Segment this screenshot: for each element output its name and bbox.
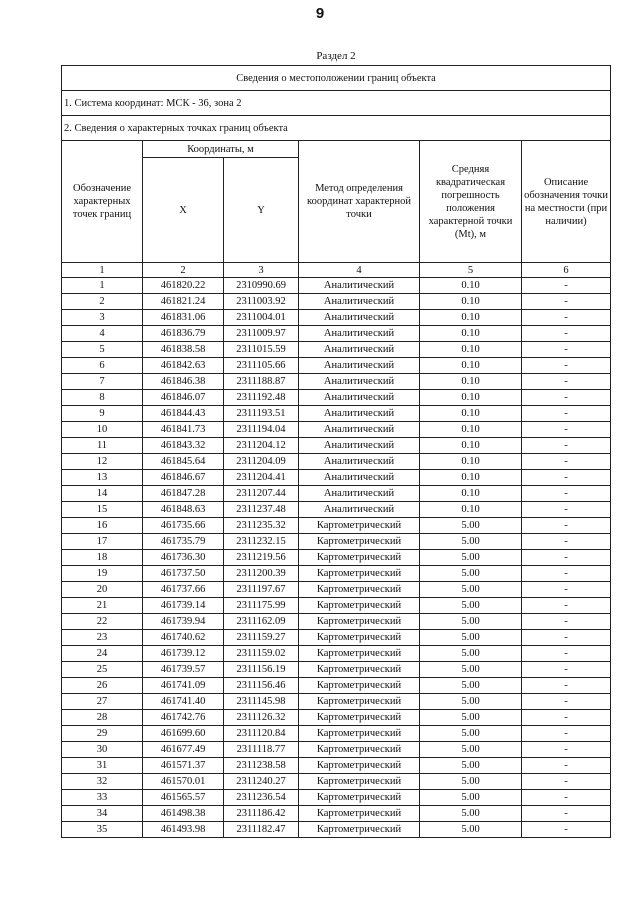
description-cell: -	[522, 694, 611, 710]
accuracy-cell: 5.00	[420, 694, 522, 710]
accuracy-cell: 5.00	[420, 534, 522, 550]
x-coordinate-cell: 461844.43	[143, 406, 224, 422]
accuracy-cell: 5.00	[420, 662, 522, 678]
point-number-cell: 8	[62, 390, 143, 406]
point-number-cell: 7	[62, 374, 143, 390]
point-number-cell: 16	[62, 518, 143, 534]
points-body	[62, 278, 611, 838]
x-coordinate-cell: 461846.07	[143, 390, 224, 406]
accuracy-cell: 0.10	[420, 422, 522, 438]
y-coordinate-cell: 2311194.04	[224, 422, 299, 438]
method-cell: Аналитический	[299, 326, 420, 342]
point-number-cell: 30	[62, 742, 143, 758]
point-number-cell: 19	[62, 566, 143, 582]
column-number: 4	[299, 263, 420, 278]
accuracy-cell: 0.10	[420, 406, 522, 422]
point-number-cell: 1	[62, 278, 143, 294]
method-cell: Картометрический	[299, 678, 420, 694]
x-coordinate-cell: 461847.28	[143, 486, 224, 502]
x-coordinate-cell: 461735.79	[143, 534, 224, 550]
x-coordinate-cell: 461736.30	[143, 550, 224, 566]
x-coordinate-cell: 461842.63	[143, 358, 224, 374]
accuracy-cell: 5.00	[420, 598, 522, 614]
table-row	[62, 630, 611, 646]
point-number-cell: 35	[62, 822, 143, 838]
y-coordinate-cell: 2311015.59	[224, 342, 299, 358]
description-cell: -	[522, 550, 611, 566]
table-row	[62, 806, 611, 822]
x-coordinate-cell: 461565.57	[143, 790, 224, 806]
y-coordinate-cell: 2311236.54	[224, 790, 299, 806]
method-cell: Картометрический	[299, 662, 420, 678]
table-row	[62, 470, 611, 486]
method-cell: Аналитический	[299, 454, 420, 470]
method-cell: Картометрический	[299, 582, 420, 598]
table-row	[62, 726, 611, 742]
y-coordinate-cell: 2311003.92	[224, 294, 299, 310]
x-coordinate-cell: 461699.60	[143, 726, 224, 742]
x-coordinate-cell: 461741.09	[143, 678, 224, 694]
x-coordinate-cell: 461848.63	[143, 502, 224, 518]
accuracy-cell: 5.00	[420, 790, 522, 806]
point-number-cell: 2	[62, 294, 143, 310]
accuracy-cell: 0.10	[420, 438, 522, 454]
x-coordinate-cell: 461498.38	[143, 806, 224, 822]
y-coordinate-cell: 2311182.47	[224, 822, 299, 838]
table-row	[62, 518, 611, 534]
y-coordinate-cell: 2311235.32	[224, 518, 299, 534]
accuracy-cell: 0.10	[420, 342, 522, 358]
header-point-label: Обозначение характерных точек границ	[62, 141, 143, 263]
table-row	[62, 694, 611, 710]
point-number-cell: 15	[62, 502, 143, 518]
x-coordinate-cell: 461841.73	[143, 422, 224, 438]
x-coordinate-cell: 461836.79	[143, 326, 224, 342]
y-coordinate-cell: 2311219.56	[224, 550, 299, 566]
accuracy-cell: 5.00	[420, 822, 522, 838]
y-coordinate-cell: 2311186.42	[224, 806, 299, 822]
point-number-cell: 13	[62, 470, 143, 486]
description-cell: -	[522, 726, 611, 742]
point-number-cell: 32	[62, 774, 143, 790]
table-row	[62, 790, 611, 806]
accuracy-cell: 5.00	[420, 614, 522, 630]
header-x: X	[143, 158, 224, 263]
accuracy-cell: 5.00	[420, 518, 522, 534]
point-number-cell: 29	[62, 726, 143, 742]
point-number-cell: 12	[62, 454, 143, 470]
x-coordinate-cell: 461570.01	[143, 774, 224, 790]
point-number-cell: 22	[62, 614, 143, 630]
accuracy-cell: 0.10	[420, 278, 522, 294]
accuracy-cell: 5.00	[420, 678, 522, 694]
description-cell: -	[522, 822, 611, 838]
header-accuracy: Средняя квадратическая погрешность положения характерной точки (Mt), м	[420, 141, 522, 263]
x-coordinate-cell: 461838.58	[143, 342, 224, 358]
description-cell: -	[522, 390, 611, 406]
accuracy-cell: 0.10	[420, 486, 522, 502]
description-cell: -	[522, 438, 611, 454]
table-row	[62, 342, 611, 358]
point-number-cell: 6	[62, 358, 143, 374]
accuracy-cell: 5.00	[420, 806, 522, 822]
y-coordinate-cell: 2311156.46	[224, 678, 299, 694]
x-coordinate-cell: 461845.64	[143, 454, 224, 470]
description-cell: -	[522, 790, 611, 806]
x-coordinate-cell: 461843.32	[143, 438, 224, 454]
table-row	[62, 710, 611, 726]
y-coordinate-cell: 2311162.09	[224, 614, 299, 630]
accuracy-cell: 0.10	[420, 358, 522, 374]
table-title: Сведения о местоположении границ объекта	[62, 66, 611, 91]
x-coordinate-cell: 461737.50	[143, 566, 224, 582]
point-number-cell: 26	[62, 678, 143, 694]
table-row	[62, 486, 611, 502]
description-cell: -	[522, 678, 611, 694]
y-coordinate-cell: 2311118.77	[224, 742, 299, 758]
method-cell: Аналитический	[299, 422, 420, 438]
point-number-cell: 23	[62, 630, 143, 646]
accuracy-cell: 0.10	[420, 294, 522, 310]
table-row	[62, 582, 611, 598]
header-y: Y	[224, 158, 299, 263]
y-coordinate-cell: 2311193.51	[224, 406, 299, 422]
description-cell: -	[522, 278, 611, 294]
x-coordinate-cell: 461493.98	[143, 822, 224, 838]
y-coordinate-cell: 2311197.67	[224, 582, 299, 598]
method-cell: Картометрический	[299, 710, 420, 726]
method-cell: Картометрический	[299, 742, 420, 758]
x-coordinate-cell: 461739.94	[143, 614, 224, 630]
method-cell: Картометрический	[299, 758, 420, 774]
accuracy-cell: 5.00	[420, 550, 522, 566]
x-coordinate-cell: 461740.62	[143, 630, 224, 646]
page-number: 9	[315, 5, 325, 22]
y-coordinate-cell: 2311192.48	[224, 390, 299, 406]
point-number-cell: 27	[62, 694, 143, 710]
description-cell: -	[522, 662, 611, 678]
description-cell: -	[522, 358, 611, 374]
y-coordinate-cell: 2311009.97	[224, 326, 299, 342]
point-number-cell: 31	[62, 758, 143, 774]
header-coordinates: Координаты, м	[143, 141, 299, 158]
y-coordinate-cell: 2311188.87	[224, 374, 299, 390]
description-cell: -	[522, 710, 611, 726]
x-coordinate-cell: 461571.37	[143, 758, 224, 774]
header-description: Описание обозначения точки на местности (при наличии)	[522, 141, 611, 263]
y-coordinate-cell: 2311237.48	[224, 502, 299, 518]
accuracy-cell: 5.00	[420, 758, 522, 774]
accuracy-cell: 0.10	[420, 310, 522, 326]
table-row	[62, 678, 611, 694]
table-row	[62, 422, 611, 438]
x-coordinate-cell: 461739.57	[143, 662, 224, 678]
accuracy-cell: 5.00	[420, 726, 522, 742]
description-cell: -	[522, 566, 611, 582]
y-coordinate-cell: 2311120.84	[224, 726, 299, 742]
method-cell: Картометрический	[299, 598, 420, 614]
table-row	[62, 358, 611, 374]
table-row	[62, 502, 611, 518]
x-coordinate-cell: 461741.40	[143, 694, 224, 710]
method-cell: Картометрический	[299, 822, 420, 838]
method-cell: Картометрический	[299, 518, 420, 534]
y-coordinate-cell: 2311238.58	[224, 758, 299, 774]
column-number: 1	[62, 263, 143, 278]
description-cell: -	[522, 294, 611, 310]
description-cell: -	[522, 502, 611, 518]
accuracy-cell: 5.00	[420, 582, 522, 598]
y-coordinate-cell: 2311207.44	[224, 486, 299, 502]
method-cell: Аналитический	[299, 502, 420, 518]
column-number: 6	[522, 263, 611, 278]
method-cell: Аналитический	[299, 406, 420, 422]
x-coordinate-cell: 461737.66	[143, 582, 224, 598]
method-cell: Аналитический	[299, 486, 420, 502]
y-coordinate-cell: 2311159.02	[224, 646, 299, 662]
description-cell: -	[522, 374, 611, 390]
description-cell: -	[522, 406, 611, 422]
x-coordinate-cell: 461846.67	[143, 470, 224, 486]
description-cell: -	[522, 534, 611, 550]
description-cell: -	[522, 486, 611, 502]
header-method: Метод определения координат характерной точки	[299, 141, 420, 263]
accuracy-cell: 5.00	[420, 774, 522, 790]
table-row	[62, 374, 611, 390]
x-coordinate-cell: 461735.66	[143, 518, 224, 534]
table-row	[62, 278, 611, 294]
table-row	[62, 390, 611, 406]
accuracy-cell: 0.10	[420, 502, 522, 518]
x-coordinate-cell: 461739.14	[143, 598, 224, 614]
table-row	[62, 406, 611, 422]
point-number-cell: 18	[62, 550, 143, 566]
column-number: 5	[420, 263, 522, 278]
accuracy-cell: 5.00	[420, 646, 522, 662]
y-coordinate-cell: 2311126.32	[224, 710, 299, 726]
description-cell: -	[522, 742, 611, 758]
boundary-points-table	[61, 65, 611, 838]
description-cell: -	[522, 646, 611, 662]
method-cell: Картометрический	[299, 806, 420, 822]
x-coordinate-cell: 461831.06	[143, 310, 224, 326]
point-number-cell: 25	[62, 662, 143, 678]
point-number-cell: 10	[62, 422, 143, 438]
column-number: 3	[224, 263, 299, 278]
table-row	[62, 310, 611, 326]
description-cell: -	[522, 614, 611, 630]
column-number: 2	[143, 263, 224, 278]
description-cell: -	[522, 454, 611, 470]
table-row	[62, 822, 611, 838]
table-row	[62, 566, 611, 582]
method-cell: Аналитический	[299, 310, 420, 326]
method-cell: Аналитический	[299, 470, 420, 486]
table-row	[62, 454, 611, 470]
method-cell: Картометрический	[299, 726, 420, 742]
method-cell: Аналитический	[299, 342, 420, 358]
table-row	[62, 534, 611, 550]
accuracy-cell: 5.00	[420, 710, 522, 726]
point-number-cell: 5	[62, 342, 143, 358]
accuracy-cell: 0.10	[420, 326, 522, 342]
point-number-cell: 4	[62, 326, 143, 342]
description-cell: -	[522, 326, 611, 342]
point-number-cell: 28	[62, 710, 143, 726]
table-row	[62, 614, 611, 630]
method-cell: Аналитический	[299, 438, 420, 454]
method-cell: Аналитический	[299, 374, 420, 390]
point-number-cell: 24	[62, 646, 143, 662]
x-coordinate-cell: 461742.76	[143, 710, 224, 726]
table-row	[62, 326, 611, 342]
point-number-cell: 3	[62, 310, 143, 326]
x-coordinate-cell: 461739.12	[143, 646, 224, 662]
table-row	[62, 550, 611, 566]
description-cell: -	[522, 582, 611, 598]
table-row	[62, 598, 611, 614]
table-row	[62, 294, 611, 310]
table-row	[62, 742, 611, 758]
description-cell: -	[522, 806, 611, 822]
method-cell: Аналитический	[299, 294, 420, 310]
accuracy-cell: 0.10	[420, 390, 522, 406]
method-cell: Картометрический	[299, 774, 420, 790]
x-coordinate-cell: 461821.24	[143, 294, 224, 310]
table-row	[62, 758, 611, 774]
x-coordinate-cell: 461820.22	[143, 278, 224, 294]
point-number-cell: 21	[62, 598, 143, 614]
section-title: Раздел 2	[316, 50, 356, 62]
description-cell: -	[522, 342, 611, 358]
y-coordinate-cell: 2311232.15	[224, 534, 299, 550]
y-coordinate-cell: 2311204.41	[224, 470, 299, 486]
y-coordinate-cell: 2311204.12	[224, 438, 299, 454]
point-number-cell: 33	[62, 790, 143, 806]
column-number-row	[62, 263, 611, 278]
y-coordinate-cell: 2311204.09	[224, 454, 299, 470]
accuracy-cell: 0.10	[420, 374, 522, 390]
table-row	[62, 646, 611, 662]
description-cell: -	[522, 598, 611, 614]
point-number-cell: 9	[62, 406, 143, 422]
y-coordinate-cell: 2311200.39	[224, 566, 299, 582]
points-caption: 2. Сведения о характерных точках границ объекта	[62, 116, 611, 141]
y-coordinate-cell: 2311156.19	[224, 662, 299, 678]
description-cell: -	[522, 470, 611, 486]
y-coordinate-cell: 2311175.99	[224, 598, 299, 614]
method-cell: Картометрический	[299, 630, 420, 646]
description-cell: -	[522, 422, 611, 438]
table-row	[62, 774, 611, 790]
point-number-cell: 14	[62, 486, 143, 502]
y-coordinate-cell: 2310990.69	[224, 278, 299, 294]
method-cell: Аналитический	[299, 358, 420, 374]
accuracy-cell: 5.00	[420, 566, 522, 582]
table-row	[62, 662, 611, 678]
y-coordinate-cell: 2311145.98	[224, 694, 299, 710]
method-cell: Картометрический	[299, 550, 420, 566]
x-coordinate-cell: 461677.49	[143, 742, 224, 758]
method-cell: Картометрический	[299, 614, 420, 630]
point-number-cell: 20	[62, 582, 143, 598]
method-cell: Картометрический	[299, 646, 420, 662]
y-coordinate-cell: 2311159.27	[224, 630, 299, 646]
accuracy-cell: 5.00	[420, 742, 522, 758]
point-number-cell: 34	[62, 806, 143, 822]
description-cell: -	[522, 518, 611, 534]
method-cell: Картометрический	[299, 790, 420, 806]
method-cell: Картометрический	[299, 566, 420, 582]
method-cell: Картометрический	[299, 694, 420, 710]
x-coordinate-cell: 461846.38	[143, 374, 224, 390]
accuracy-cell: 0.10	[420, 454, 522, 470]
method-cell: Аналитический	[299, 390, 420, 406]
description-cell: -	[522, 630, 611, 646]
method-cell: Аналитический	[299, 278, 420, 294]
description-cell: -	[522, 310, 611, 326]
coordinate-system: 1. Система координат: МСК - 36, зона 2	[62, 91, 611, 116]
point-number-cell: 11	[62, 438, 143, 454]
y-coordinate-cell: 2311105.66	[224, 358, 299, 374]
accuracy-cell: 5.00	[420, 630, 522, 646]
table-row	[62, 438, 611, 454]
point-number-cell: 17	[62, 534, 143, 550]
y-coordinate-cell: 2311240.27	[224, 774, 299, 790]
accuracy-cell: 0.10	[420, 470, 522, 486]
method-cell: Картометрический	[299, 534, 420, 550]
description-cell: -	[522, 758, 611, 774]
description-cell: -	[522, 774, 611, 790]
y-coordinate-cell: 2311004.01	[224, 310, 299, 326]
